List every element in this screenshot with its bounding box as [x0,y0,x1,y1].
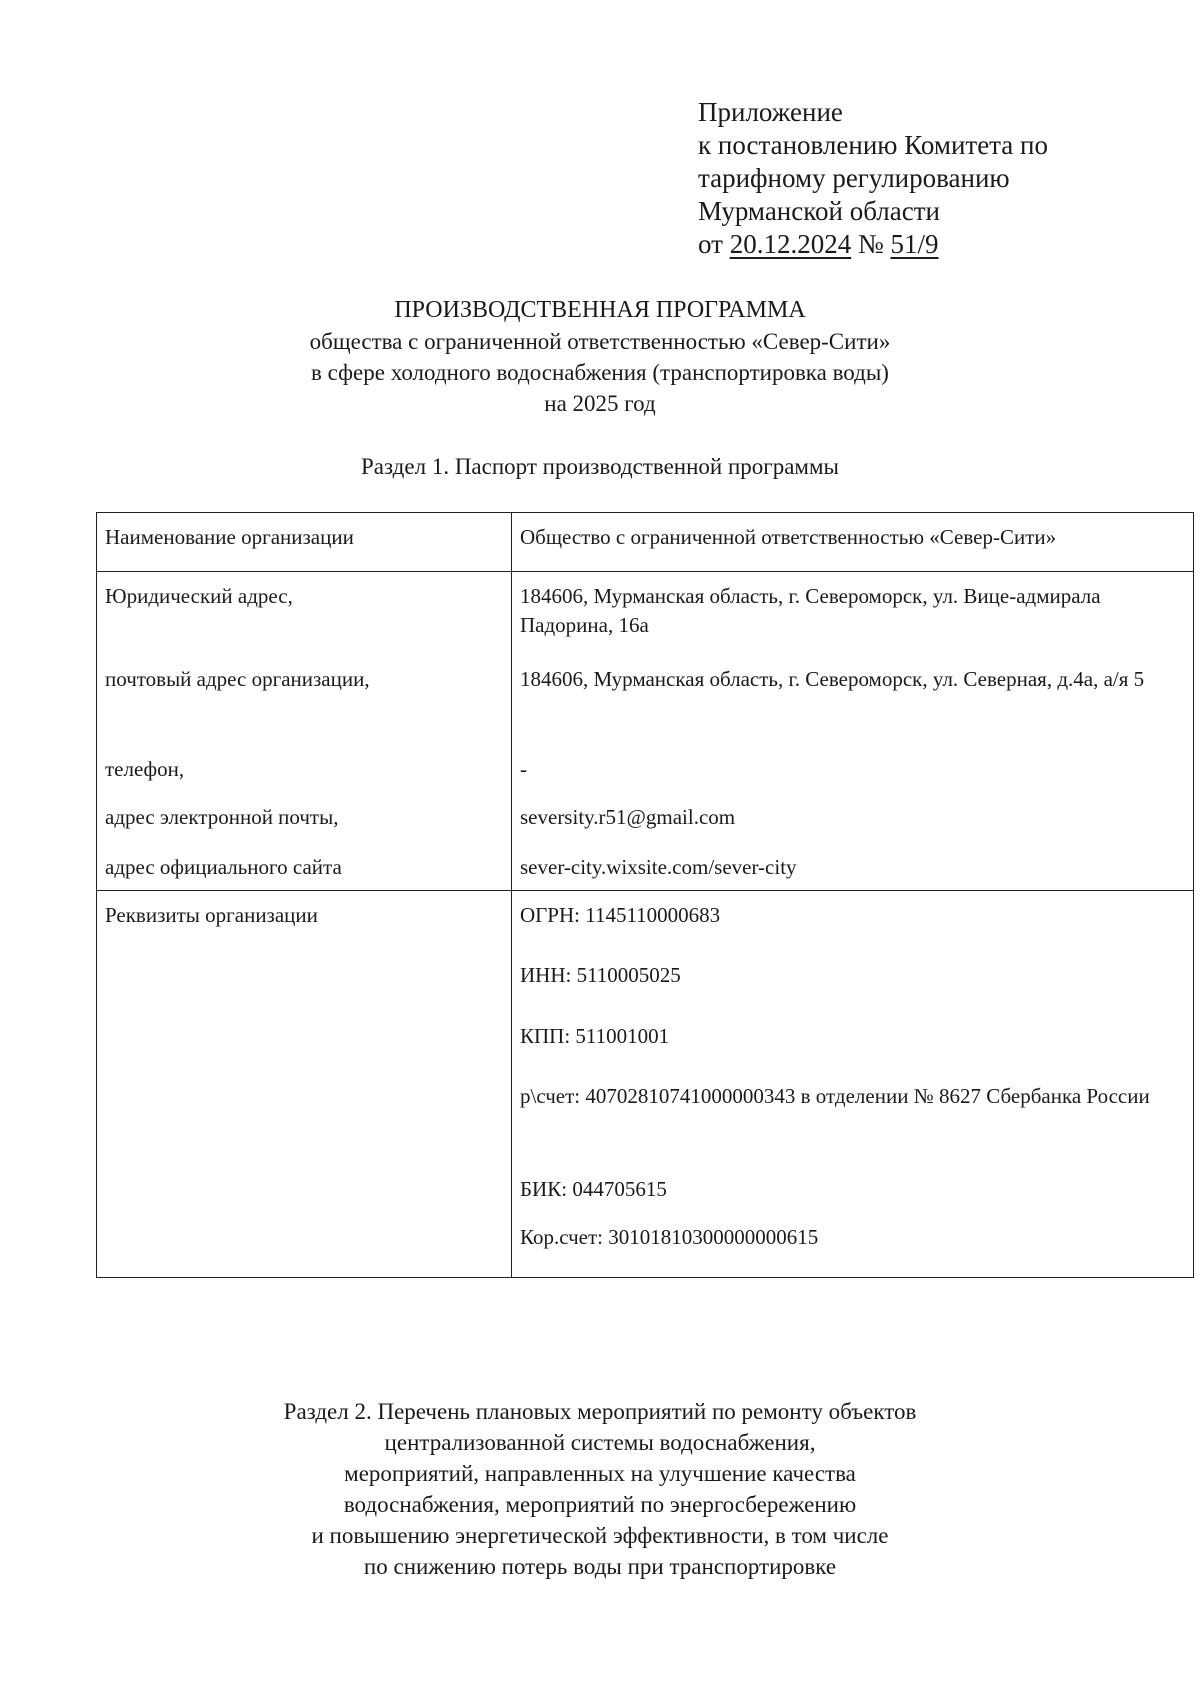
appendix-line: Приложение [698,97,843,127]
table-row [97,572,1194,891]
section1-heading: Раздел 1. Паспорт производственной программы [361,454,839,479]
website-value: sever-city.wixsite.com/sever-city [520,855,797,879]
appendix-line: к постановлению Комитета по [698,130,1048,160]
section2-heading [0,1396,1200,1582]
appendix-line: тарифному регулированию [698,163,1010,193]
number-sign: № [857,229,884,259]
postal-address-value: 184606, Мурманская область, г. Североморск, ул. Северная, д.4а, а/я 5 [520,667,1145,691]
website-label: адрес официального сайта [105,855,342,879]
section2-line: и повышению энергетической эффективности, в том числе [311,1523,889,1548]
title-line: на 2025 год [544,391,656,416]
section2-line: мероприятий, направленных на улучшение качества [344,1461,856,1486]
title-line: общества с ограниченной ответственностью «Север-Сити» [309,329,891,354]
phone-label: телефон, [105,757,185,781]
passport-table [96,512,1194,1278]
resolution-date: 20.12.2024 [729,229,852,259]
section2-line: по снижению потерь воды при транспортировке [363,1554,837,1579]
row-label: Наименование организации [97,513,512,572]
postal-address-label: почтовый адрес организации, [105,667,370,691]
date-prefix: от [698,229,723,259]
section2-line: Раздел 2. Перечень плановых мероприятий по ремонту объектов [283,1399,917,1424]
resolution-number: 51/9 [890,229,939,259]
document-title [0,295,1200,419]
title-main: ПРОИЗВОДСТВЕННАЯ ПРОГРАММА [394,297,806,323]
row-label [97,572,512,891]
email-label: адрес электронной почты, [105,805,339,829]
row-value [512,572,1194,891]
corr-account: Кор.счет: 30101810300000000615 [520,1225,819,1249]
table-row [97,891,1194,1278]
row-value [512,891,1194,1278]
ogrn: ОГРН: 1145110000683 [520,903,721,927]
title-line: в сфере холодного водоснабжения (транспортировка воды) [311,360,889,385]
phone-value: - [520,757,527,781]
row-value: Общество с ограниченной ответственностью «Север-Сити» [512,513,1194,572]
appendix-date-line [698,228,1138,261]
bik: БИК: 044705615 [520,1177,667,1201]
requisites-label: Реквизиты организации [105,903,318,927]
row-label [97,891,512,1278]
table-row [97,513,1194,572]
legal-address-label: Юридический адрес, [105,584,293,608]
kpp: КПП: 511001001 [520,1024,670,1048]
inn: ИНН: 5110005025 [520,963,681,987]
bank-account: р\счет: 40702810741000000343 в отделении № 8627 Сбербанка России [520,1084,1150,1108]
legal-address-value: 184606, Мурманская область, г. Североморск, ул. Вице-адмирала Падорина, 16а [520,584,1101,637]
appendix-line: Мурманской области [698,196,940,226]
section2-line: водоснабжения, мероприятий по энергосбережению [343,1492,857,1517]
appendix-block [698,96,1138,261]
email-value: seversity.r51@gmail.com [520,805,736,829]
section2-line: централизованной системы водоснабжения, [384,1430,816,1455]
